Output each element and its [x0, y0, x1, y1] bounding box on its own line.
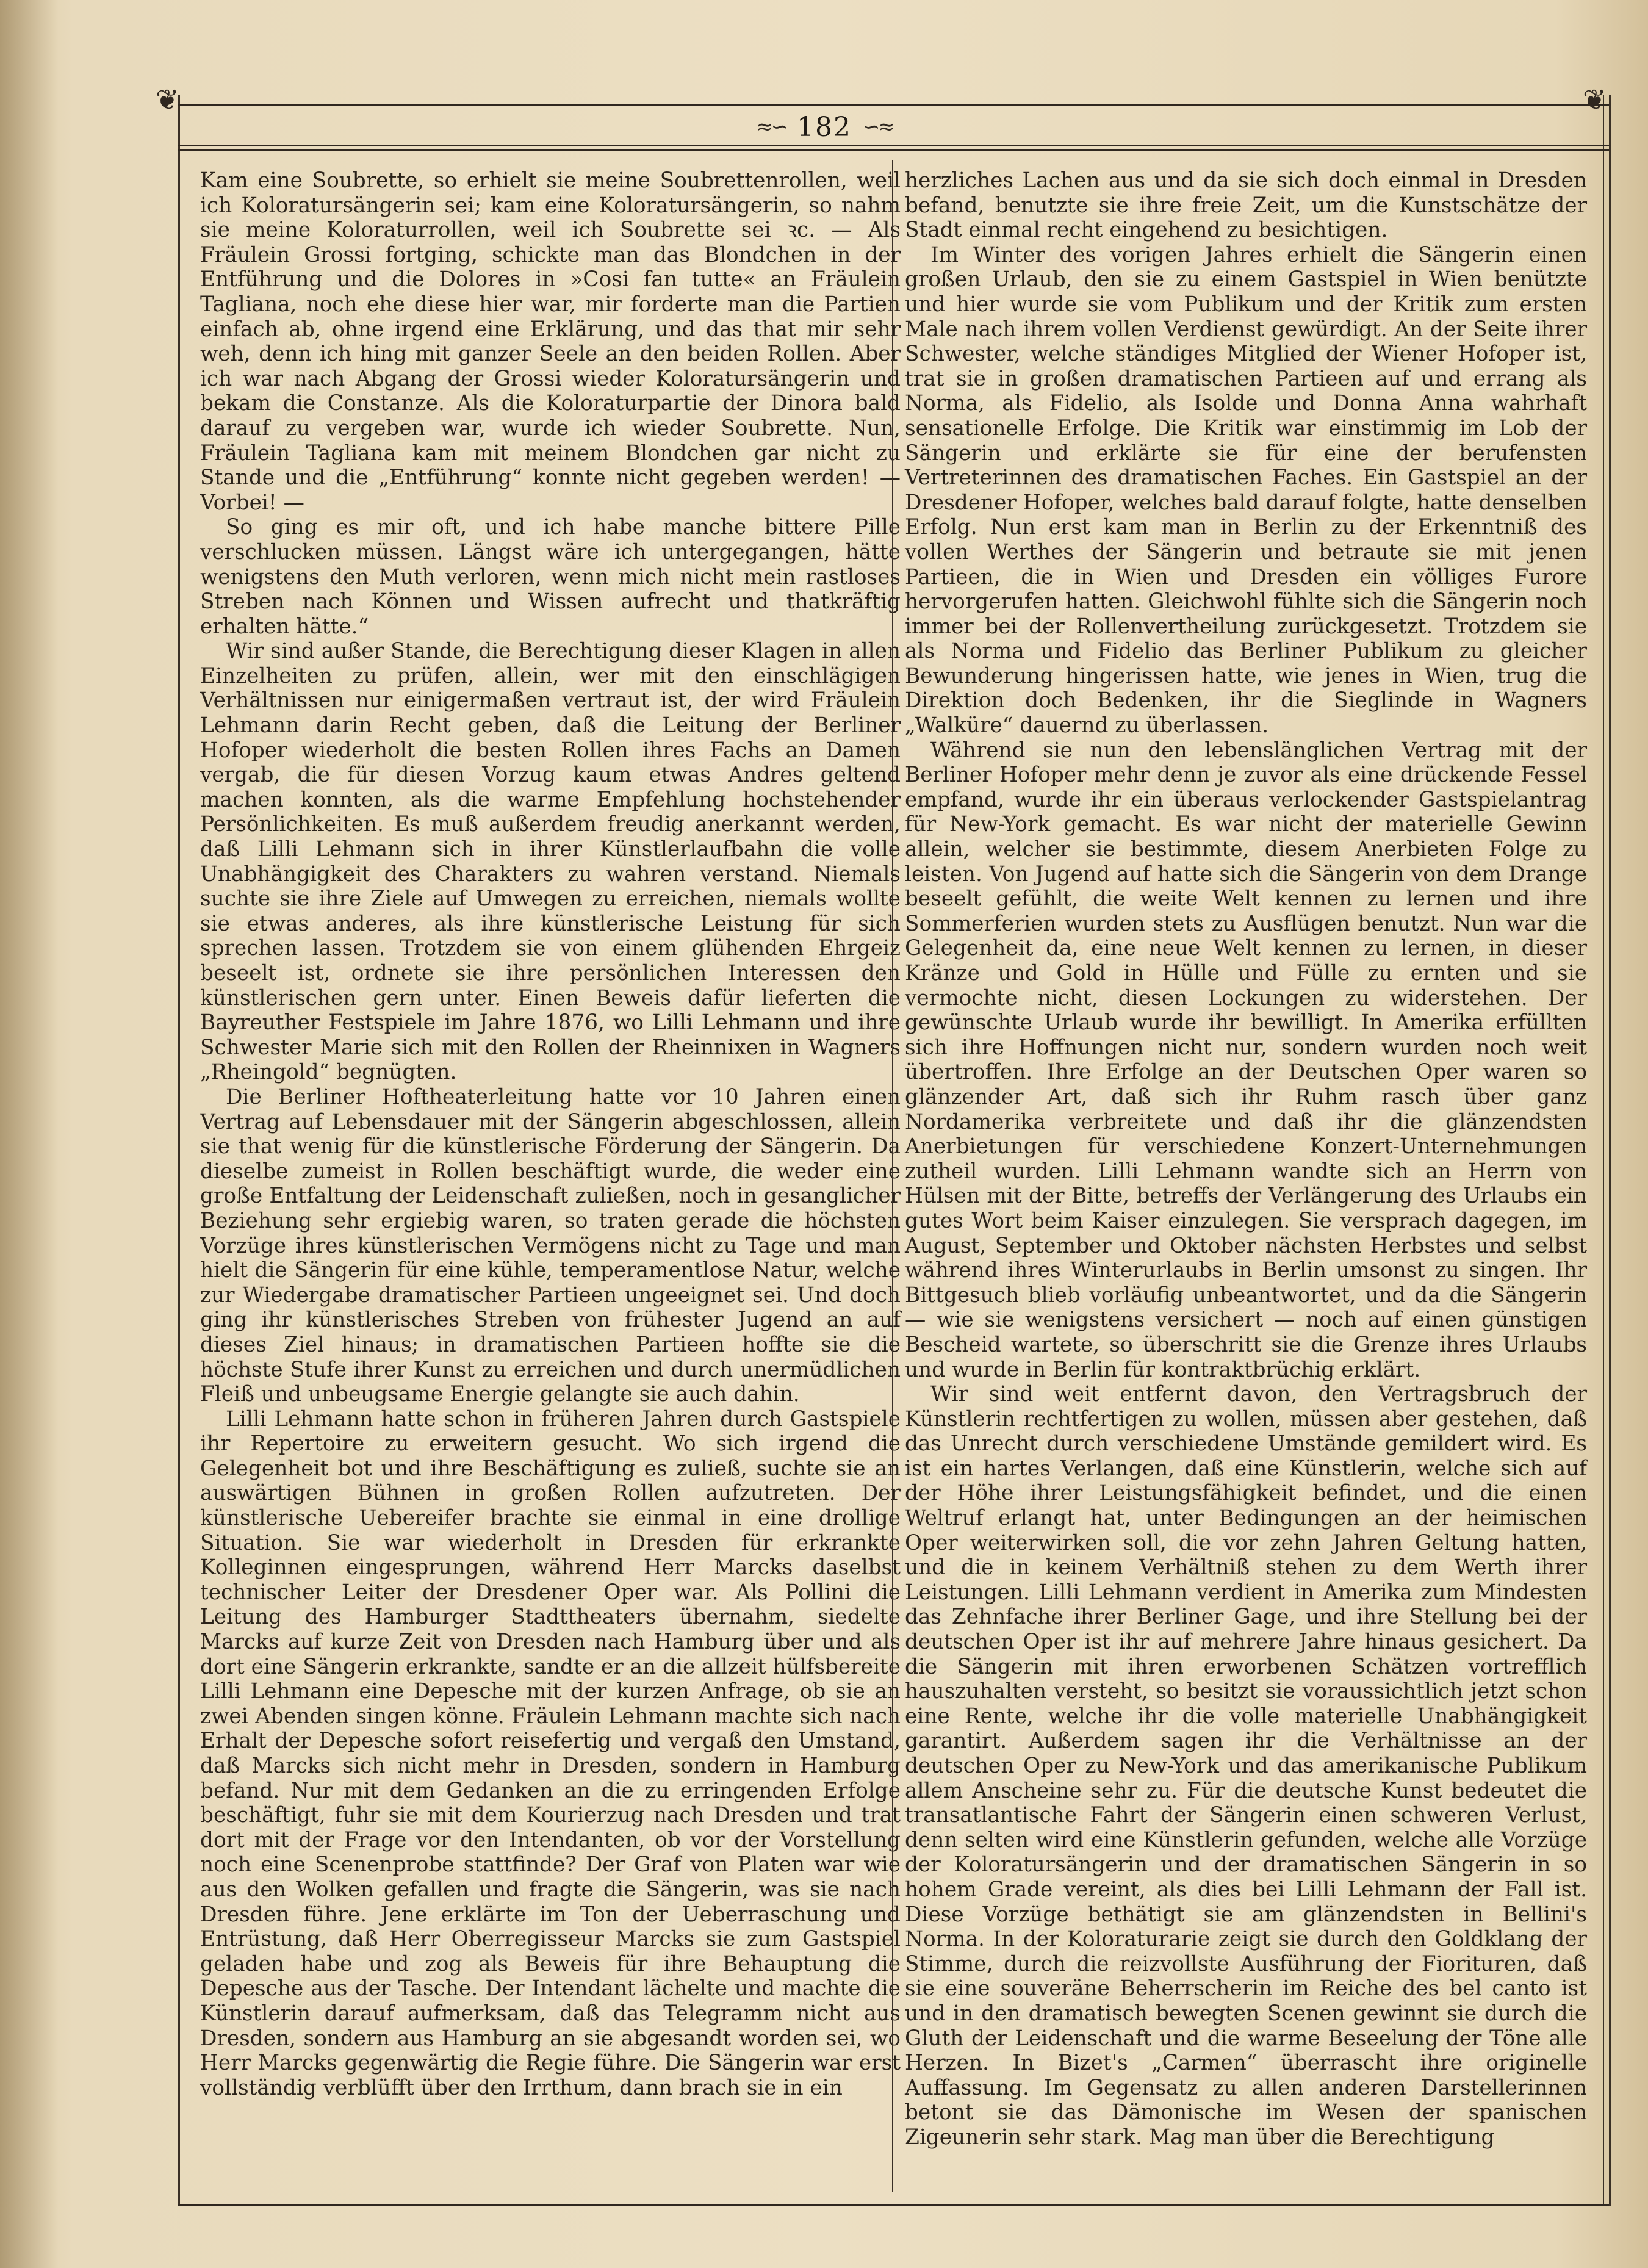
corner-ornament-icon: ❦	[156, 83, 179, 116]
paragraph: Wir sind außer Stande, die Berechtigung dieser Klagen in allen Einzelheiten zu prüfen, allein, wer mit den einschlägigen Verhältnissen nur einigermaßen vertraut ist, der wird Fräulein Lehmann darin Recht geben, daß die Leitung der Berliner Hofoper wiederholt die besten Rollen ihres Fachs an Damen vergab, die für diesen Vorzug kaum etwas Andres geltend machen konnten, als die warme Empfehlung hochstehender Persönlichkeiten. Es muß außerdem freudig anerkannt werden, daß Lilli Lehmann sich in ihrer Künstlerlaufbahn die volle Unabhängigkeit des Charakters zu wahren verstand. Niemals suchte sie ihre Ziele auf Umwegen zu erreichen, niemals wollte sie etwas anderes, als ihre künstlerische Leistung für sich sprechen lassen. Trotzdem sie von einem glühenden Ehrgeiz beseelt ist, ordnete sie ihre persönlichen Interessen den künstlerischen gern unter. Einen Beweis dafür lieferten die Bayreuther Festspiele im Jahre 1876, wo Lilli Lehmann und ihre Schwester Marie sich mit den Rollen der Rheinnixen in Wagners „Rheingold“ begnügten.	[200, 639, 901, 1085]
right-column	[905, 168, 1587, 2150]
paragraph: Die Berliner Hoftheaterleitung hatte vor 10 Jahren einen Vertrag auf Lebensdauer mit der Sängerin abgeschlossen, allein sie that wenig für die künstlerische Förderung der Sängerin. Da dieselbe zumeist in Rollen beschäftigt wurde, die weder eine große Entfaltung der Leidenschaft zuließen, noch in gesanglicher Beziehung sehr ergiebig waren, so traten gerade die höchsten Vorzüge ihres künstlerischen Vermögens nicht zu Tage und man hielt die Sängerin für eine kühle, temperamentlose Natur, welche zur Wiedergabe dramatischer Partieen ungeeignet sei. Und doch ging ihr künstlerisches Streben von frühester Jugend an auf dieses Ziel hinaus; in dramatischen Partieen hoffte sie die höchste Stufe ihrer Kunst zu erreichen und durch unermüdlichen Fleiß und unbeugsame Energie gelangte sie auch dahin.	[200, 1084, 901, 1407]
paragraph: Im Winter des vorigen Jahres erhielt die Sängerin einen großen Urlaub, den sie zu einem Gastspiel in Wien benützte und hier wurde sie vom Publikum und der Kritik zum ersten Male nach ihrem vollen Verdienst gewürdigt. An der Seite ihrer Schwester, welche ständiges Mitglied der Wiener Hofoper ist, trat sie in großen dramatischen Partieen auf und errang als Norma, als Fidelio, als Isolde und Donna Anna wahrhaft sensationelle Erfolge. Die Kritik war einstimmig im Lob der Sängerin und erklärte sie für eine der berufensten Vertreterinnen des dramatischen Faches. Ein Gastspiel an der Dresdener Hofoper, welches bald darauf folgte, hatte denselben Erfolg. Nun erst kam man in Berlin zu der Erkenntniß des vollen Werthes der Sängerin und betraute sie mit jenen Partieen, die in Wien und Dresden ein völliges Furore hervorgerufen hatten. Gleichwohl fühlte sich die Sängerin noch immer bei der Rollenvertheilung zurückgesetzt. Trotzdem sie als Norma und Fidelio das Berliner Publikum zu gleicher Bewunderung hingerissen hatte, wie jenes in Wien, trug die Direktion doch Bedenken, ihr die Sieglinde in Wagners „Walküre“ dauernd zu überlassen.	[905, 242, 1587, 738]
spine-shadow	[0, 0, 58, 2268]
header-rule-thin-lower	[178, 145, 1609, 146]
header-rule-thick	[178, 104, 1609, 106]
paragraph: Lilli Lehmann hatte schon in früheren Jahren durch Gastspiele ihr Repertoire zu erweitern gesucht. Wo sich irgend die Gelegenheit bot und ihre Beschäftigung es zuließ, suchte sie an auswärtigen Bühnen in großen Rollen aufzutreten. Der künstlerische Uebereifer brachte sie einmal in eine drollige Situation. Sie war wiederholt in Dresden für erkrankte Kolleginnen eingesprungen, während Herr Marcks daselbst technischer Leiter der Dresdener Oper war. Als Pollini die Leitung des Hamburger Stadttheaters übernahm, siedelte Marcks auf kurze Zeit von Dresden nach Hamburg über und als dort eine Sängerin erkrankte, sandte er an die allzeit hülfsbereite Lilli Lehmann eine Depesche mit der kurzen Anfrage, ob sie an zwei Abenden singen könne. Fräulein Lehmann machte sich nach Erhalt der Depesche sofort reisefertig und vergaß den Umstand, daß Marcks sich nicht mehr in Dresden, sondern in Hamburg befand. Nur mit dem Gedanken an die zu erringenden Erfolge beschäftigt, fuhr sie mit dem Kourierzug nach Dresden und trat dort mit der Frage vor den Intendanten, ob vor der Vorstellung noch eine Scenenprobe stattfinde? Der Graf von Platen war wie aus den Wolken gefallen und fragte die Sängerin, was sie nach Dresden führe. Jene erklärte im Ton der Ueberraschung und Entrüstung, daß Herr Oberregisseur Marcks sie zum Gastspiel geladen habe und zog als Beweis für ihre Behauptung die Depesche aus der Tasche. Der Intendant lächelte und machte die Künstlerin darauf aufmerksam, daß das Telegramm nicht aus Dresden, sondern aus Hamburg an sie abgesandt worden sei, wo Herr Marcks gegenwärtig die Regie führe. Die Sängerin war erst vollständig verblüfft über den Irrthum, dann brach sie in ein	[200, 1406, 901, 2100]
paragraph: So ging es mir oft, und ich habe manche bittere Pille verschlucken müssen. Längst wäre ich untergegangen, hätte wenigstens den Muth verloren, wenn mich nicht mein rastloses Streben nach Können und Wissen aufrecht und thatkräftig erhalten hätte.“	[200, 515, 901, 639]
page-number: 182	[797, 111, 852, 143]
flourish-left-icon: ≈∽	[756, 115, 786, 139]
paragraph: Kam eine Soubrette, so erhielt sie meine Soubrettenrollen, weil ich Koloratursängerin sei; kam eine Koloratursängerin, so nahm sie meine Koloraturrollen, weil ich Soubrette sei ꝛc. — Als Fräulein Grossi fortging, schickte man das Blondchen in der Entführung und die Dolores in »Cosi fan tutte« an Fräulein Tagliana, noch ehe diese hier war, mir forderte man die Partien einfach ab, ohne irgend eine Erklärung, und das that mir sehr weh, denn ich hing mit ganzer Seele an den beiden Rollen. Aber ich war nach Abgang der Grossi wieder Koloratursängerin und bekam die Constanze. Als die Koloraturpartie der Dinora bald darauf zu vergeben war, wurde ich wieder Soubrette. Nun, Fräulein Tagliana kam mit meinem Blondchen gar nicht zu Stande und die „Entführung“ konnte nicht gegeben werden! — Vorbei! —	[200, 168, 901, 515]
paragraph: Während sie nun den lebenslänglichen Vertrag mit der Berliner Hofoper mehr denn je zuvor als eine drückende Fessel empfand, wurde ihr ein überaus verlockender Gastspielantrag für New-York gemacht. Es war nicht der materielle Gewinn allein, welcher sie bestimmte, diesem Anerbieten Folge zu leisten. Von Jugend auf hatte sich die Sängerin von dem Drange beseelt gefühlt, die weite Welt kennen zu lernen und ihre Sommerferien wurden stets zu Ausflügen benutzt. Nun war die Gelegenheit da, eine neue Welt kennen zu lernen, in dieser Kränze und Gold in Hülle und Fülle zu ernten und sie vermochte nicht, diesen Lockungen zu widerstehen. Der gewünschte Urlaub wurde ihr bewilligt. In Amerika erfüllten sich ihre Hoffnungen nicht nur, sondern wurden noch weit übertroffen. Ihre Erfolge an der Deutschen Oper waren so glänzender Art, daß sich ihr Ruhm rasch über ganz Nordamerika verbreitete und daß ihr die glänzendsten Anerbietungen für verschiedene Konzert-Unternehmungen zutheil wurden. Lilli Lehmann wandte sich an Herrn von Hülsen mit der Bitte, betreffs der Verlängerung des Urlaubs ein gutes Wort beim Kaiser einzulegen. Sie versprach dagegen, im August, September und Oktober nächsten Herbstes und selbst während ihres Winterurlaubs in Berlin umsonst zu singen. Ihr Bittgesuch blieb vorläufig unbeantwortet, und da die Sängerin — wie sie wenigstens versichert — noch auf einen günstigen Bescheid wartete, so überschritt sie die Grenze ihres Urlaubs und wurde in Berlin für kontraktbrüchig erklärt.	[905, 738, 1587, 1382]
bottom-rule	[178, 2204, 1609, 2206]
left-column	[200, 168, 901, 2100]
corner-ornament-icon: ❦	[1583, 83, 1607, 116]
page-header	[724, 109, 925, 145]
paragraph: Wir sind weit entfernt davon, den Vertragsbruch der Künstlerin rechtfertigen zu wollen, müssen aber gestehen, daß das Unrecht durch verschiedene Umstände gemildert wird. Es ist ein hartes Verlangen, daß eine Künstlerin, welche sich auf der Höhe ihrer Leistungsfähigkeit befindet, und die einen Weltruf erlangt hat, unter Bedingungen an der heimischen Oper weiterwirken soll, die vor zehn Jahren Geltung hatten, und die in keinem Verhältniß stehen zu dem Werth ihrer Leistungen. Lilli Lehmann verdient in Amerika zum Mindesten das Zehnfache ihrer Berliner Gage, und ihre Stellung bei der deutschen Oper ist ihr auf mehrere Jahre hinaus gesichert. Da die Sängerin mit ihren erworbenen Schätzen vortrefflich hauszuhalten versteht, so besitzt sie voraussichtlich jetzt schon eine Rente, welche ihr die volle materielle Unabhängigkeit garantirt. Außerdem sagen ihr die Verhältnisse an der deutschen Oper zu New-York und das amerikanische Publikum allem Anscheine sehr zu. Für die deutsche Kunst bedeutet die transatlantische Fahrt der Sängerin einen schweren Verlust, denn selten wird eine Künstlerin gefunden, welche alle Vorzüge der Koloratursängerin und der dramatischen Sängerin in so hohem Grade vereint, als dies bei Lilli Lehmann der Fall ist. Diese Vorzüge bethätigt sie am glänzendsten in Bellini's Norma. In der Koloraturarie zeigt sie durch den Goldklang der Stimme, durch die reizvollste Ausführung der Fiorituren, daß sie eine souveräne Beherrscherin im Reiche des bel canto ist und in den dramatisch bewegten Scenen gewinnt sie durch die Gluth der Leidenschaft und die warme Beseelung der Töne alle Herzen. In Bizet's „Carmen“ überrascht ihre originelle Auffassung. Im Gegensatz zu allen anderen Darstellerinnen betont sie das Dämonische im Wesen der spanischen Zigeunerin sehr stark. Mag man über die Berechtigung	[905, 1382, 1587, 2150]
column-divider	[892, 160, 893, 2192]
header-rule-thick-lower	[178, 149, 1609, 151]
paragraph: herzliches Lachen aus und da sie sich doch einmal in Dresden befand, benutzte sie ihre freie Zeit, um die Kunstschätze der Stadt einmal recht eingehend zu besichtigen.	[905, 168, 1587, 243]
flourish-right-icon: ∽≈	[862, 115, 893, 139]
